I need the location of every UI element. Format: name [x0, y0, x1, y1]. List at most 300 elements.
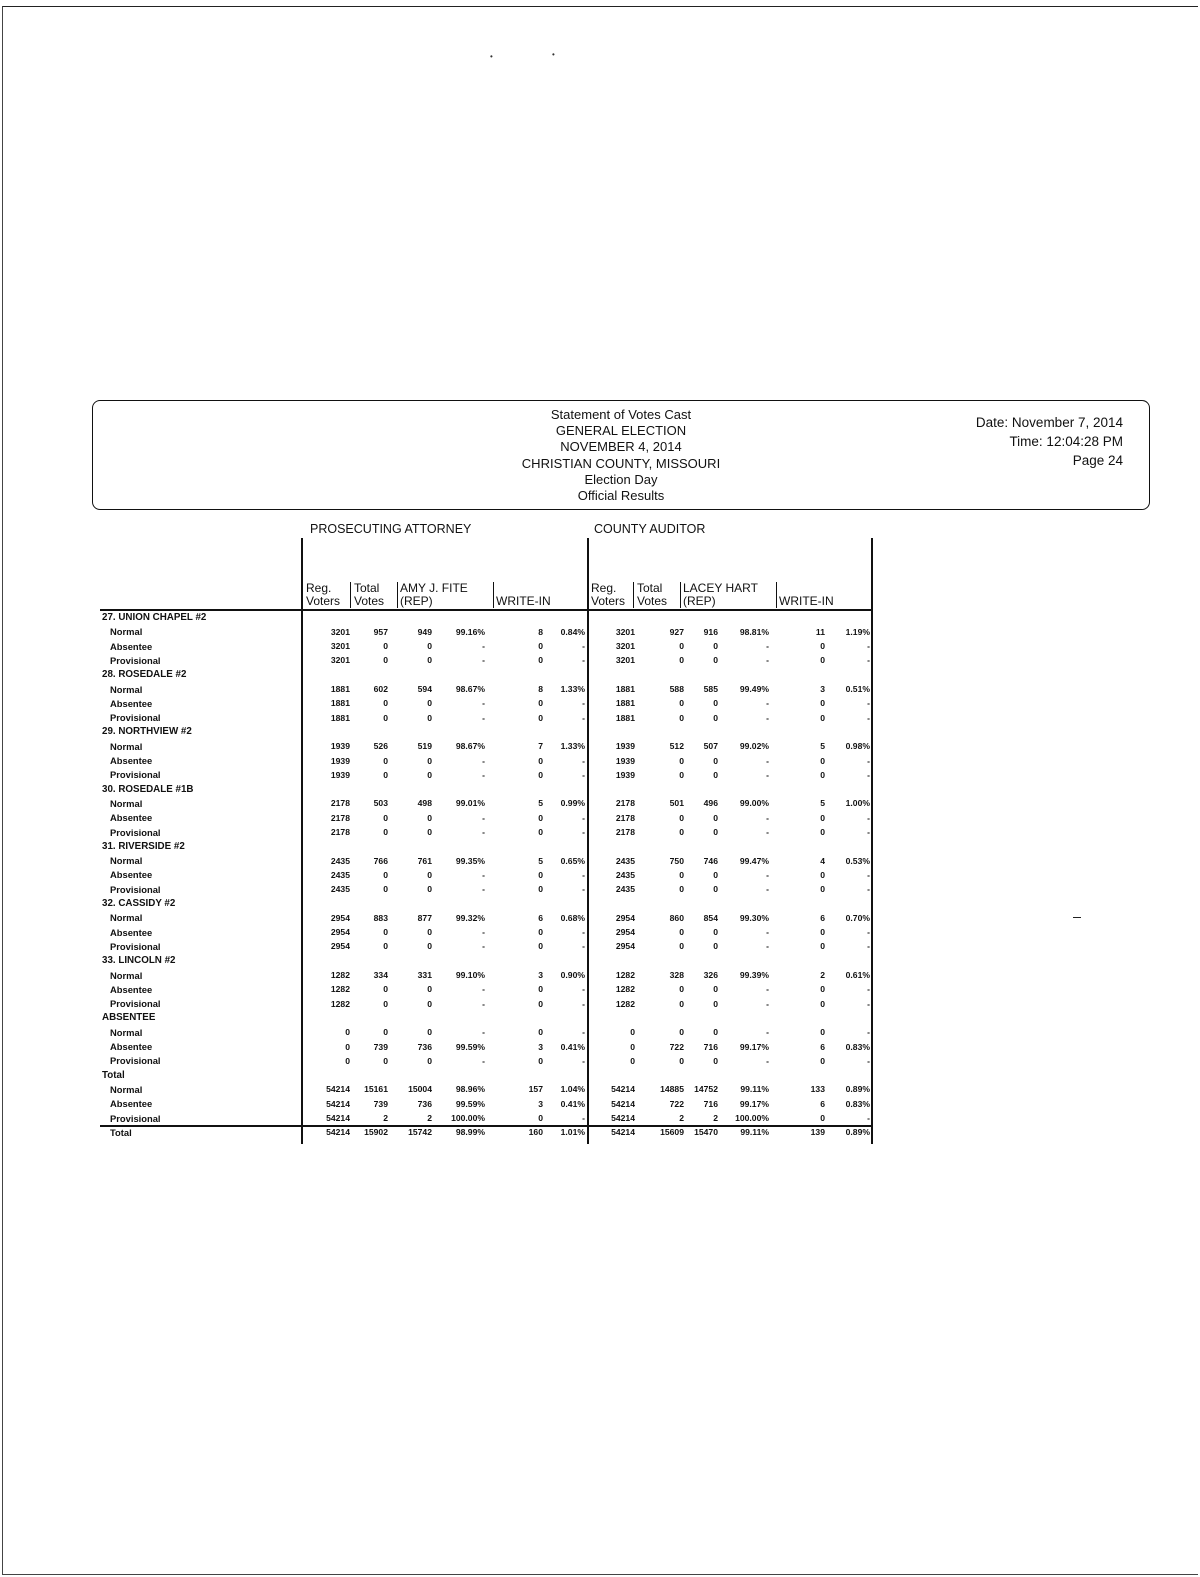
pa-candidate-votes: 0: [427, 712, 432, 723]
ca-reg-voters: 0: [630, 1041, 635, 1052]
ca-writein-votes: 0: [820, 712, 825, 723]
ca-total-votes: 0: [679, 641, 684, 652]
ca-candidate-votes: 0: [713, 755, 718, 766]
pa-total-votes: 15902: [364, 1127, 388, 1138]
row-label: Absentee: [110, 697, 153, 709]
pa-reg-voters: 1939: [330, 741, 350, 752]
row-label: Normal: [110, 855, 143, 867]
pa-total-votes: 0: [383, 1027, 388, 1038]
pa-writein-pct: 0.41%: [560, 1041, 585, 1052]
ca-total-votes: 2: [679, 1113, 684, 1123]
report-date: Date: November 7, 2014: [975, 415, 1123, 430]
col-write-in: WRITE-IN: [779, 594, 834, 608]
precinct-heading: 31. RIVERSIDE #2: [102, 840, 185, 852]
ca-writein-votes: 0: [820, 1055, 825, 1066]
ca-writein-pct: -: [867, 812, 870, 823]
ca-candidate-votes: 0: [713, 927, 718, 938]
row-label: Absentee: [110, 926, 153, 938]
report-page: Page 24: [1072, 453, 1123, 468]
pa-total-votes: 334: [373, 970, 388, 980]
ca-candidate-votes: 0: [713, 1027, 718, 1038]
ca-reg-voters: 2435: [615, 869, 635, 880]
pa-candidate-pct: -: [482, 941, 485, 952]
ca-total-votes: 0: [679, 755, 684, 766]
ca-writein-pct: -: [867, 712, 870, 723]
pa-writein-votes: 0: [538, 884, 543, 895]
col-total-votes: Total Votes: [354, 581, 385, 608]
ca-writein-pct: -: [867, 755, 870, 766]
ca-writein-votes: 3: [820, 684, 825, 694]
pa-total-votes: 0: [383, 941, 388, 952]
ca-total-votes: 722: [669, 1098, 684, 1109]
pa-candidate-pct: -: [482, 927, 485, 938]
ca-candidate-votes: 0: [713, 827, 718, 837]
pa-writein-votes: 5: [538, 798, 543, 809]
ca-reg-voters: 3201: [615, 655, 635, 666]
pa-candidate-pct: 98.96%: [455, 1084, 485, 1095]
header-rule: [100, 609, 872, 611]
ca-writein-pct: -: [867, 1113, 870, 1123]
pa-writein-pct: -: [582, 1055, 585, 1066]
pa-candidate-pct: -: [482, 812, 485, 823]
ca-total-votes: 0: [679, 1055, 684, 1066]
ca-candidate-votes: 585: [703, 684, 718, 694]
pa-writein-pct: -: [582, 812, 585, 823]
pa-candidate-pct: 98.67%: [455, 741, 485, 752]
ca-candidate-votes: 14752: [694, 1084, 718, 1095]
ca-reg-voters: 2954: [615, 941, 635, 952]
ca-candidate-votes: 716: [703, 1041, 718, 1052]
ca-candidate-votes: 0: [713, 884, 718, 895]
ca-candidate-pct: -: [766, 884, 769, 895]
pa-reg-voters: 54214: [326, 1113, 350, 1123]
pa-writein-votes: 0: [538, 1113, 543, 1123]
ca-candidate-votes: 496: [703, 798, 718, 809]
pa-reg-voters: 3201: [330, 626, 350, 637]
ca-candidate-votes: 0: [713, 941, 718, 952]
ca-total-votes: 860: [669, 912, 684, 923]
pa-reg-voters: 0: [345, 1041, 350, 1052]
pa-reg-voters: 3201: [330, 641, 350, 652]
ca-candidate-pct: -: [766, 998, 769, 1009]
pa-writein-votes: 7: [538, 741, 543, 752]
col-reg-voters: Reg. Voters: [591, 581, 626, 608]
pa-writein-pct: -: [582, 927, 585, 938]
pa-writein-pct: -: [582, 1027, 585, 1038]
ca-candidate-pct: -: [766, 1055, 769, 1066]
pa-writein-pct: 1.04%: [560, 1084, 585, 1095]
ca-reg-voters: 1881: [615, 698, 635, 709]
pa-reg-voters: 2178: [330, 798, 350, 809]
row-label: Provisional: [110, 1112, 161, 1124]
ca-writein-pct: 0.98%: [845, 741, 870, 752]
ca-writein-votes: 0: [820, 698, 825, 709]
ca-writein-votes: 0: [820, 655, 825, 666]
pa-writein-pct: -: [582, 755, 585, 766]
pa-candidate-pct: -: [482, 1027, 485, 1038]
ca-candidate-pct: 99.17%: [739, 1041, 769, 1052]
pa-writein-pct: -: [582, 641, 585, 652]
ca-writein-pct: -: [867, 984, 870, 995]
pa-total-votes: 0: [383, 998, 388, 1009]
pa-reg-voters: 2178: [330, 827, 350, 837]
pa-writein-pct: 0.68%: [560, 912, 585, 923]
pa-candidate-pct: 99.16%: [455, 626, 485, 637]
ca-reg-voters: 0: [630, 1055, 635, 1066]
row-label: Normal: [110, 740, 143, 752]
pa-reg-voters: 0: [345, 1055, 350, 1066]
ca-writein-pct: 0.70%: [845, 912, 870, 923]
ca-writein-pct: 0.53%: [845, 855, 870, 866]
pa-writein-votes: 3: [538, 970, 543, 980]
ca-candidate-pct: -: [766, 869, 769, 880]
pa-total-votes: 503: [373, 798, 388, 809]
ca-total-votes: 0: [679, 769, 684, 780]
pa-candidate-pct: -: [482, 869, 485, 880]
pa-writein-votes: 157: [528, 1084, 543, 1095]
pa-reg-voters: 1282: [330, 984, 350, 995]
ca-total-votes: 0: [679, 941, 684, 952]
row-label: Absentee: [110, 983, 153, 995]
ca-writein-pct: 1.00%: [845, 798, 870, 809]
ca-reg-voters: 2954: [615, 912, 635, 923]
pa-candidate-votes: 0: [427, 812, 432, 823]
col-candidate: AMY J. FITE (REP): [400, 581, 468, 608]
title-line: CHRISTIAN COUNTY, MISSOURI: [521, 455, 721, 471]
row-label: Normal: [110, 797, 143, 809]
ca-writein-votes: 4: [820, 855, 825, 866]
report-header: [92, 400, 1150, 510]
precinct-heading: 33. LINCOLN #2: [102, 955, 176, 967]
pa-writein-votes: 0: [538, 712, 543, 723]
ca-candidate-pct: -: [766, 927, 769, 938]
pa-candidate-votes: 0: [427, 984, 432, 995]
ca-reg-voters: 1939: [615, 741, 635, 752]
ca-writein-votes: 5: [820, 741, 825, 752]
ca-writein-pct: 0.89%: [845, 1084, 870, 1095]
pa-candidate-pct: 99.59%: [455, 1098, 485, 1109]
pa-reg-voters: 1939: [330, 755, 350, 766]
row-label: Absentee: [110, 869, 153, 881]
title-line: Official Results: [577, 488, 665, 504]
row-label: Absentee: [110, 812, 153, 824]
pa-candidate-votes: 0: [427, 655, 432, 666]
pa-total-votes: 0: [383, 869, 388, 880]
ca-writein-pct: -: [867, 998, 870, 1009]
pa-candidate-votes: 519: [417, 741, 432, 752]
ca-candidate-votes: 0: [713, 712, 718, 723]
row-label: Provisional: [110, 654, 161, 666]
column-divider: [776, 582, 777, 608]
ca-candidate-votes: 15470: [694, 1127, 718, 1138]
pa-writein-votes: 6: [538, 912, 543, 923]
pa-writein-votes: 0: [538, 998, 543, 1009]
title-line: NOVEMBER 4, 2014: [560, 439, 682, 455]
ca-total-votes: 501: [669, 798, 684, 809]
row-label: Provisional: [110, 712, 161, 724]
row-label: Absentee: [110, 1098, 153, 1110]
ca-candidate-pct: -: [766, 769, 769, 780]
pa-candidate-pct: 99.59%: [455, 1041, 485, 1052]
pa-writein-pct: -: [582, 998, 585, 1009]
pa-writein-votes: 0: [538, 655, 543, 666]
ca-candidate-votes: 0: [713, 984, 718, 995]
precinct-heading: 27. UNION CHAPEL #2: [102, 612, 207, 623]
ca-writein-votes: 0: [820, 998, 825, 1009]
pa-candidate-votes: 0: [427, 927, 432, 938]
ca-writein-votes: 0: [820, 755, 825, 766]
pa-reg-voters: 3201: [330, 655, 350, 666]
ca-reg-voters: 2178: [615, 812, 635, 823]
ca-total-votes: 0: [679, 827, 684, 837]
pa-total-votes: 0: [383, 712, 388, 723]
ca-reg-voters: 2178: [615, 798, 635, 809]
pa-total-votes: 0: [383, 641, 388, 652]
pa-total-votes: 0: [383, 769, 388, 780]
pa-total-votes: 15161: [364, 1084, 388, 1095]
column-divider: [680, 582, 681, 608]
ca-writein-pct: -: [867, 641, 870, 652]
pa-total-votes: 0: [383, 984, 388, 995]
pa-reg-voters: 2954: [330, 941, 350, 952]
ca-total-votes: 0: [679, 927, 684, 938]
pa-writein-pct: -: [582, 655, 585, 666]
pa-candidate-pct: 99.35%: [455, 855, 485, 866]
pa-writein-pct: 0.84%: [560, 626, 585, 637]
pa-total-votes: 766: [373, 855, 388, 866]
ca-total-votes: 750: [669, 855, 684, 866]
ca-total-votes: 0: [679, 655, 684, 666]
column-divider: [493, 582, 494, 608]
ca-writein-pct: -: [867, 827, 870, 837]
pa-total-votes: 739: [373, 1098, 388, 1109]
ca-writein-pct: 0.89%: [845, 1127, 870, 1138]
title-line: GENERAL ELECTION: [555, 423, 687, 439]
ca-candidate-pct: 99.47%: [739, 855, 769, 866]
ca-total-votes: 588: [669, 684, 684, 694]
pa-writein-votes: 3: [538, 1098, 543, 1109]
ca-total-votes: 512: [669, 741, 684, 752]
ca-candidate-votes: 0: [713, 869, 718, 880]
pa-writein-pct: -: [582, 941, 585, 952]
pa-candidate-votes: 0: [427, 641, 432, 652]
ca-writein-pct: -: [867, 1027, 870, 1038]
ca-candidate-votes: 746: [703, 855, 718, 866]
pa-writein-votes: 0: [538, 827, 543, 837]
pa-writein-votes: 0: [538, 927, 543, 938]
ca-candidate-pct: -: [766, 812, 769, 823]
pa-reg-voters: 2954: [330, 912, 350, 923]
ca-candidate-pct: -: [766, 755, 769, 766]
pa-total-votes: 0: [383, 755, 388, 766]
col-candidate: LACEY HART (REP): [683, 581, 758, 608]
pa-writein-votes: 5: [538, 855, 543, 866]
precinct-heading: 32. CASSIDY #2: [102, 898, 176, 909]
ca-writein-votes: 6: [820, 912, 825, 923]
ca-candidate-votes: 0: [713, 655, 718, 666]
pa-candidate-pct: -: [482, 884, 485, 895]
row-label: Provisional: [110, 998, 161, 1010]
pa-writein-pct: -: [582, 698, 585, 709]
ca-candidate-pct: 99.00%: [739, 798, 769, 809]
pa-writein-votes: 0: [538, 1055, 543, 1066]
pa-writein-pct: -: [582, 884, 585, 895]
pa-candidate-votes: 498: [417, 798, 432, 809]
ca-candidate-votes: 0: [713, 698, 718, 709]
pa-candidate-votes: 0: [427, 998, 432, 1009]
row-label: Absentee: [110, 1041, 153, 1052]
row-label: Provisional: [110, 826, 161, 838]
pa-candidate-pct: 98.99%: [455, 1127, 485, 1138]
ca-candidate-pct: 99.39%: [739, 970, 769, 980]
ca-reg-voters: 54214: [611, 1113, 635, 1123]
pa-reg-voters: 2435: [330, 869, 350, 880]
pa-reg-voters: 1881: [330, 684, 350, 694]
ca-writein-pct: -: [867, 884, 870, 895]
ca-candidate-pct: -: [766, 698, 769, 709]
ca-writein-pct: -: [867, 698, 870, 709]
ca-candidate-votes: 0: [713, 812, 718, 823]
pa-candidate-votes: 949: [417, 626, 432, 637]
ca-candidate-pct: -: [766, 827, 769, 837]
pa-candidate-votes: 877: [417, 912, 432, 923]
report-time: Time: 12:04:28 PM: [1009, 434, 1123, 449]
pa-reg-voters: 2178: [330, 812, 350, 823]
title-line: Statement of Votes Cast: [550, 407, 692, 422]
ca-candidate-votes: 2: [713, 1113, 718, 1123]
pa-reg-voters: 2435: [330, 855, 350, 866]
pa-total-votes: 0: [383, 1055, 388, 1066]
pa-reg-voters: 1881: [330, 698, 350, 709]
ca-total-votes: 0: [679, 984, 684, 995]
pa-candidate-pct: 100.00%: [451, 1113, 485, 1123]
ca-reg-voters: 0: [630, 1027, 635, 1038]
ca-reg-voters: 2954: [615, 927, 635, 938]
row-label: Provisional: [110, 1055, 161, 1067]
pa-total-votes: 602: [373, 684, 388, 694]
pa-total-votes: 0: [383, 884, 388, 895]
pa-candidate-votes: 0: [427, 869, 432, 880]
ca-candidate-votes: 326: [703, 970, 718, 980]
ca-writein-votes: 2: [820, 970, 825, 980]
ca-writein-votes: 0: [820, 1027, 825, 1038]
title-line: Election Day: [584, 471, 658, 487]
pa-candidate-votes: 761: [417, 855, 432, 866]
ca-candidate-pct: 99.49%: [739, 684, 769, 694]
ca-reg-voters: 1282: [615, 970, 635, 980]
pa-writein-votes: 0: [538, 1027, 543, 1038]
col-total-votes: Total Votes: [637, 581, 668, 608]
ca-writein-votes: 0: [820, 884, 825, 895]
ca-candidate-pct: -: [766, 655, 769, 666]
table-rule: [301, 538, 303, 1144]
pa-candidate-pct: -: [482, 712, 485, 723]
row-label: Total: [110, 1126, 132, 1138]
pa-writein-pct: -: [582, 1113, 585, 1123]
pa-candidate-votes: 0: [427, 1055, 432, 1066]
ca-reg-voters: 2435: [615, 855, 635, 866]
ca-writein-votes: 6: [820, 1041, 825, 1052]
column-divider: [397, 582, 398, 608]
pa-writein-votes: 0: [538, 941, 543, 952]
ca-candidate-votes: 854: [703, 912, 718, 923]
pa-writein-pct: 1.33%: [560, 684, 585, 694]
pa-reg-voters: 0: [345, 1027, 350, 1038]
ca-total-votes: 927: [669, 626, 684, 637]
ca-candidate-pct: 99.30%: [739, 912, 769, 923]
ca-reg-voters: 1939: [615, 769, 635, 780]
pa-writein-votes: 0: [538, 812, 543, 823]
row-label: Normal: [110, 1026, 143, 1038]
ca-reg-voters: 1881: [615, 712, 635, 723]
pa-candidate-pct: 98.67%: [455, 684, 485, 694]
pa-candidate-votes: 15742: [408, 1127, 432, 1138]
pa-candidate-pct: -: [482, 1055, 485, 1066]
row-label: Normal: [110, 969, 143, 981]
ca-writein-pct: -: [867, 769, 870, 780]
ca-writein-pct: 0.61%: [845, 970, 870, 980]
ca-writein-votes: 0: [820, 941, 825, 952]
pa-writein-pct: -: [582, 769, 585, 780]
pa-candidate-pct: -: [482, 769, 485, 780]
pa-reg-voters: 1282: [330, 970, 350, 980]
row-label: Provisional: [110, 883, 161, 895]
ca-candidate-pct: -: [766, 712, 769, 723]
ca-reg-voters: 54214: [611, 1098, 635, 1109]
scan-speck: •: [490, 52, 493, 61]
ca-total-votes: 0: [679, 998, 684, 1009]
pa-reg-voters: 2435: [330, 884, 350, 895]
pa-candidate-votes: 2: [427, 1113, 432, 1123]
ca-reg-voters: 1881: [615, 684, 635, 694]
ca-writein-votes: 0: [820, 927, 825, 938]
ca-total-votes: 0: [679, 812, 684, 823]
ca-reg-voters: 1282: [615, 998, 635, 1009]
pa-reg-voters: 54214: [326, 1098, 350, 1109]
ca-reg-voters: 2178: [615, 827, 635, 837]
ca-reg-voters: 1282: [615, 984, 635, 995]
ca-writein-pct: 0.51%: [845, 684, 870, 694]
pa-candidate-pct: -: [482, 698, 485, 709]
pa-writein-pct: 0.90%: [560, 970, 585, 980]
pa-candidate-votes: 15004: [408, 1084, 432, 1095]
pa-total-votes: 0: [383, 827, 388, 837]
ca-writein-votes: 5: [820, 798, 825, 809]
pa-candidate-pct: 99.10%: [455, 970, 485, 980]
pa-candidate-votes: 0: [427, 1027, 432, 1038]
pa-reg-voters: 54214: [326, 1127, 350, 1138]
pa-writein-pct: -: [582, 869, 585, 880]
pa-reg-voters: 1881: [330, 712, 350, 723]
ca-writein-votes: 11: [815, 626, 825, 637]
ca-reg-voters: 54214: [611, 1084, 635, 1095]
ca-writein-pct: -: [867, 1055, 870, 1066]
ca-writein-pct: 1.19%: [845, 626, 870, 637]
pa-candidate-pct: -: [482, 984, 485, 995]
pa-writein-pct: -: [582, 827, 585, 837]
ca-writein-votes: 0: [820, 827, 825, 837]
pa-writein-votes: 0: [538, 869, 543, 880]
pa-candidate-pct: 99.32%: [455, 912, 485, 923]
pa-total-votes: 2: [383, 1113, 388, 1123]
ca-total-votes: 0: [679, 1027, 684, 1038]
pa-total-votes: 0: [383, 698, 388, 709]
ca-total-votes: 0: [679, 698, 684, 709]
table-rule: [587, 538, 589, 1144]
ca-writein-pct: 0.83%: [845, 1098, 870, 1109]
table-rule: [871, 538, 873, 1144]
ca-candidate-pct: 99.02%: [739, 741, 769, 752]
